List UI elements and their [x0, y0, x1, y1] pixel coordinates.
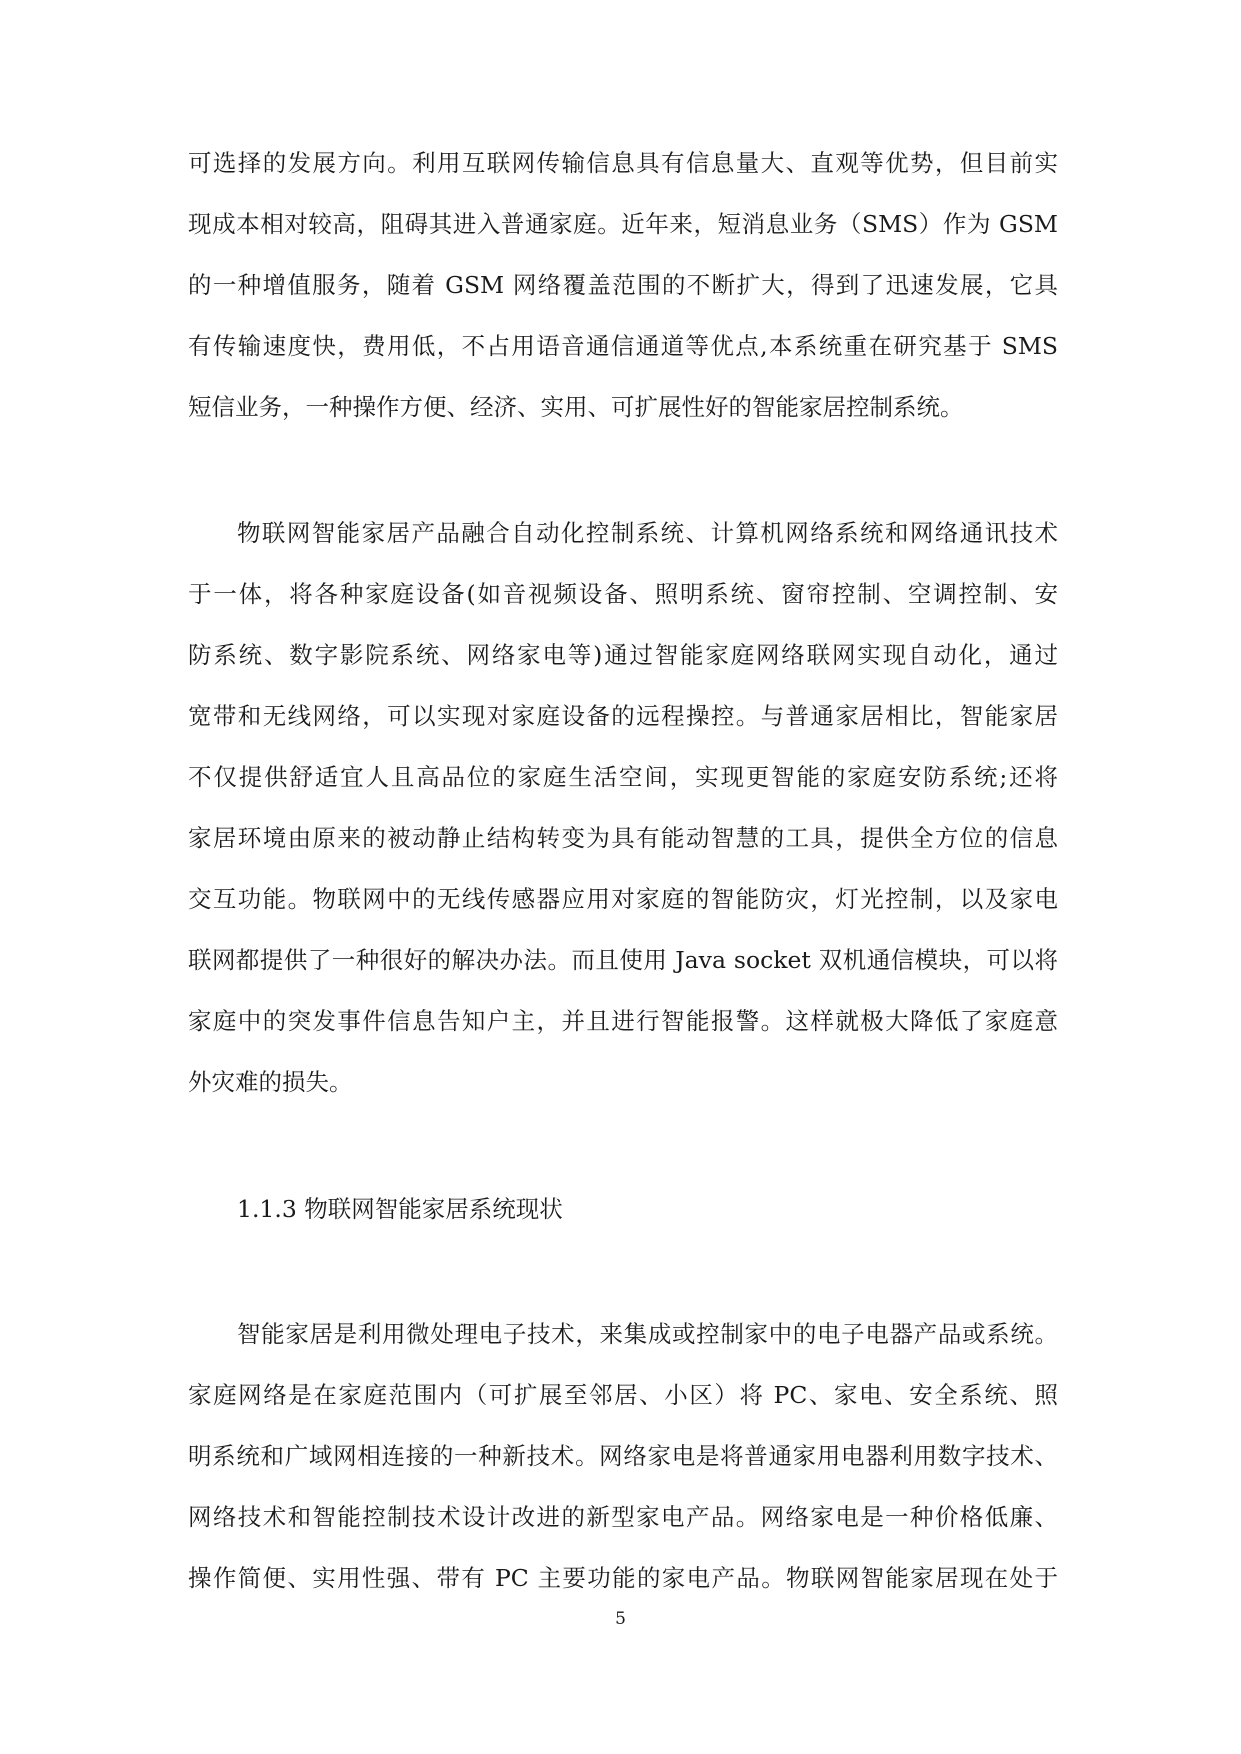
paragraph-line: 外灾难的损失。: [188, 1068, 353, 1096]
paragraph-line: 于一体，将各种家庭设备(如音视频设备、照明系统、窗帘控制、空调控制、安: [188, 580, 1058, 608]
paragraph-line: 操作简便、实用性强、带有 PC 主要功能的家电产品。物联网智能家居现在处于: [188, 1564, 1058, 1592]
paragraph-line: 不仅提供舒适宜人且高品位的家庭生活空间，实现更智能的家庭安防系统;还将: [188, 763, 1058, 791]
paragraph-line: 智能家居是利用微处理电子技术，来集成或控制家中的电子电器产品或系统。: [237, 1320, 1058, 1348]
paragraph-line: 家居环境由原来的被动静止结构转变为具有能动智慧的工具，提供全方位的信息: [188, 824, 1058, 852]
page-number: 5: [615, 1609, 626, 1629]
paragraph-line: 宽带和无线网络，可以实现对家庭设备的远程操控。与普通家居相比，智能家居: [188, 702, 1058, 730]
paragraph-line: 的一种增值服务，随着 GSM 网络覆盖范围的不断扩大，得到了迅速发展，它具: [188, 271, 1058, 299]
paragraph-line: 短信业务，一种操作方便、经济、实用、可扩展性好的智能家居控制系统。: [188, 393, 964, 421]
paragraph-line: 交互功能。物联网中的无线传感器应用对家庭的智能防灾，灯光控制，以及家电: [188, 885, 1058, 913]
paragraph-line: 有传输速度快，费用低，不占用语音通信通道等优点,本系统重在研究基于 SMS: [188, 332, 1058, 360]
paragraph-line: 明系统和广域网相连接的一种新技术。网络家电是将普通家用电器利用数字技术、: [188, 1442, 1058, 1470]
section-heading: 1.1.3 物联网智能家居系统现状: [237, 1195, 563, 1223]
paragraph-line: 家庭中的突发事件信息告知户主，并且进行智能报警。这样就极大降低了家庭意: [188, 1007, 1058, 1035]
paragraph-line: 现成本相对较高，阻碍其进入普通家庭。近年来，短消息业务（SMS）作为 GSM: [188, 210, 1058, 238]
paragraph-line: 物联网智能家居产品融合自动化控制系统、计算机网络系统和网络通讯技术: [237, 519, 1058, 547]
paragraph-line: 网络技术和智能控制技术设计改进的新型家电产品。网络家电是一种价格低廉、: [188, 1503, 1058, 1531]
paragraph-line: 防系统、数字影院系统、网络家电等)通过智能家庭网络联网实现自动化，通过: [188, 641, 1058, 669]
paragraph-line: 联网都提供了一种很好的解决办法。而且使用 Java socket 双机通信模块，可以将: [188, 946, 1058, 974]
paragraph-line: 可选择的发展方向。利用互联网传输信息具有信息量大、直观等优势，但目前实: [188, 149, 1058, 177]
paragraph-line: 家庭网络是在家庭范围内（可扩展至邻居、小区）将 PC、家电、安全系统、照: [188, 1381, 1058, 1409]
